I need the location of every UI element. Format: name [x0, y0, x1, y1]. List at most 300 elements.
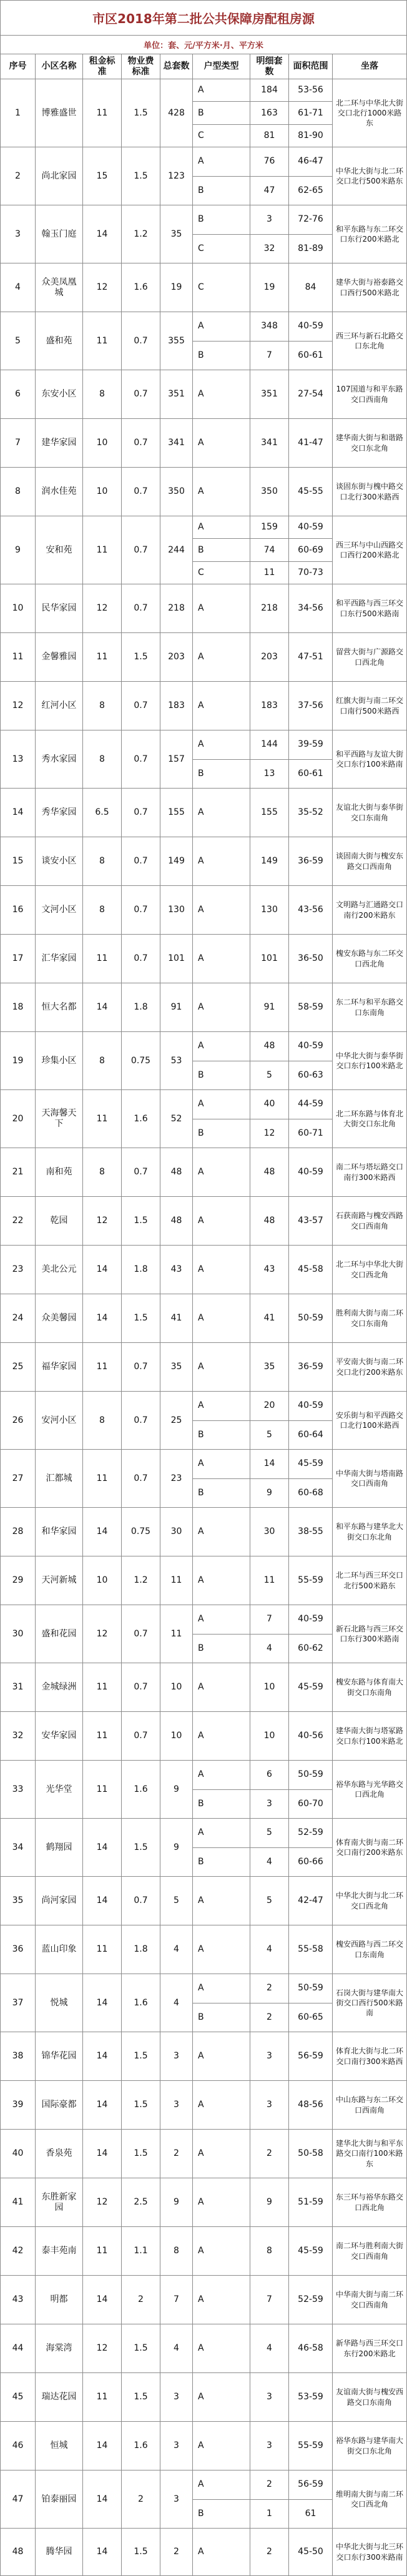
cell-total-units: 157: [160, 730, 193, 789]
cell-unit-count: 81: [250, 125, 289, 147]
cell-area-range: 35-52: [289, 789, 333, 837]
cell-property-fee: 1.5: [122, 1294, 160, 1343]
unit-type-group: [193, 2276, 333, 2324]
cell-serial: 2: [1, 147, 36, 205]
cell-unit-type: B: [193, 539, 250, 561]
table-row: [1, 312, 407, 370]
cell-total-units: 3: [160, 2032, 193, 2081]
cell-serial: 11: [1, 633, 36, 682]
unit-type-row: [193, 1294, 333, 1343]
table-row: [1, 2470, 407, 2529]
cell-rent: 15: [83, 147, 122, 205]
cell-area-range: 38-55: [289, 1508, 333, 1556]
cell-unit-count: 30: [250, 1508, 289, 1556]
cell-rent: 8: [83, 886, 122, 935]
cell-unit-type: A: [193, 1032, 250, 1061]
cell-property-fee: 1.6: [122, 1974, 160, 2032]
cell-area-range: 27-54: [289, 370, 333, 419]
table-row: [1, 1819, 407, 1877]
cell-location: 建华大街与裕泰路交口西行500米路北: [333, 263, 407, 312]
cell-total-units: 155: [160, 789, 193, 837]
cell-unit-type: B: [193, 1848, 250, 1877]
cell-unit-count: 47: [250, 177, 289, 206]
cell-unit-type: A: [193, 2032, 250, 2081]
cell-rent: 11: [83, 1925, 122, 1974]
cell-total-units: 11: [160, 1605, 193, 1663]
unit-type-row: [193, 983, 333, 1032]
unit-type-group: [193, 2324, 333, 2373]
cell-unit-count: 348: [250, 312, 289, 342]
header-unit-count: 明细套数: [250, 54, 289, 79]
cell-community-name: 安和苑: [36, 516, 83, 584]
cell-location: 和平西路与友谊大街交口东行100米路南: [333, 730, 407, 789]
cell-unit-type: A: [193, 2178, 250, 2227]
cell-unit-count: 3: [250, 1790, 289, 1819]
cell-rent: 12: [83, 2324, 122, 2373]
cell-location: 北二环与西三环交口北行500米路东: [333, 1556, 407, 1605]
table-row: [1, 1663, 407, 1712]
cell-community-name: 文河小区: [36, 886, 83, 935]
cell-unit-type: A: [193, 1974, 250, 2003]
cell-rent: 11: [83, 516, 122, 584]
table-row: [1, 1294, 407, 1343]
cell-area-range: 60-69: [289, 539, 333, 561]
cell-unit-type: A: [193, 682, 250, 730]
cell-area-range: 60-66: [289, 1848, 333, 1877]
cell-location: 南二环与塔坛路交口南行300米路西: [333, 1148, 407, 1197]
cell-total-units: 11: [160, 1556, 193, 1605]
table-row: [1, 1148, 407, 1197]
unit-type-row: [193, 312, 333, 342]
cell-community-name: 瑞达花园: [36, 2373, 83, 2422]
cell-serial: 4: [1, 263, 36, 312]
cell-property-fee: 1.5: [122, 2324, 160, 2373]
cell-location: 中华南大街与塔南路交口西南角: [333, 1450, 407, 1508]
cell-total-units: 10: [160, 1663, 193, 1712]
cell-total-units: 35: [160, 205, 193, 263]
table-row: [1, 2081, 407, 2130]
page-title: 市区2018年第二批公共保障房配租房源: [1, 1, 407, 36]
table-row: [1, 1508, 407, 1556]
cell-rent: 8: [83, 730, 122, 789]
cell-area-range: 43-56: [289, 886, 333, 935]
cell-property-fee: 1.5: [122, 2529, 160, 2576]
cell-serial: 8: [1, 468, 36, 516]
unit-type-row: [193, 147, 333, 177]
table-row: [1, 633, 407, 682]
table-row: [1, 79, 407, 147]
cell-rent: 11: [83, 79, 122, 147]
cell-total-units: 101: [160, 935, 193, 983]
unit-type-group: [193, 468, 333, 516]
cell-location: 东三环与裕华东路交口西北角: [333, 2178, 407, 2227]
cell-community-name: 金馨雅园: [36, 633, 83, 682]
cell-rent: 12: [83, 1605, 122, 1663]
unit-type-row: [193, 1090, 333, 1119]
cell-area-range: 46-47: [289, 147, 333, 177]
cell-rent: 11: [83, 2227, 122, 2276]
cell-unit-count: 12: [250, 1119, 289, 1149]
cell-rent: 8: [83, 682, 122, 730]
cell-unit-count: 341: [250, 419, 289, 468]
unit-type-row: [193, 1761, 333, 1790]
header-serial: 序号: [1, 54, 36, 79]
unit-type-row: [193, 2324, 333, 2373]
cell-property-fee: 1.6: [122, 1761, 160, 1819]
table-row: [1, 837, 407, 886]
unit-type-row: [193, 584, 333, 633]
cell-community-name: 天海馨天下: [36, 1090, 83, 1148]
cell-unit-type: B: [193, 1790, 250, 1819]
cell-rent: 14: [83, 2032, 122, 2081]
cell-unit-type: A: [193, 1925, 250, 1974]
unit-type-group: [193, 2470, 333, 2529]
table-row: [1, 1712, 407, 1761]
unit-type-group: [193, 2422, 333, 2470]
cell-unit-count: 5: [250, 1819, 289, 1848]
header-area-range: 面积范围: [289, 54, 333, 79]
cell-rent: 11: [83, 1712, 122, 1761]
table-row: [1, 1246, 407, 1294]
cell-total-units: 9: [160, 1819, 193, 1877]
cell-location: 石岗大街与建华南大街交口西行500米路南: [333, 1974, 407, 2032]
table-row: [1, 1197, 407, 1246]
cell-unit-count: 203: [250, 633, 289, 682]
cell-serial: 44: [1, 2324, 36, 2373]
unit-type-group: [193, 983, 333, 1032]
table-row: [1, 1032, 407, 1090]
cell-community-name: 鹤翔园: [36, 1819, 83, 1877]
unit-type-row: [193, 1877, 333, 1925]
unit-type-group: [193, 370, 333, 419]
unit-type-row: [193, 1508, 333, 1556]
cell-area-range: 55-59: [289, 1556, 333, 1605]
table-row: [1, 1090, 407, 1148]
cell-rent: 11: [83, 1761, 122, 1819]
cell-unit-count: 11: [250, 1556, 289, 1605]
unit-type-row: [193, 789, 333, 837]
cell-location: 中山东路与东二环交口西南角: [333, 2081, 407, 2130]
unit-type-group: [193, 147, 333, 205]
unit-type-row: [193, 562, 333, 584]
cell-unit-type: B: [193, 1479, 250, 1508]
cell-unit-type: C: [193, 263, 250, 312]
cell-unit-count: 2: [250, 2470, 289, 2500]
cell-location: 中华北大街与北二环交口西北角: [333, 1877, 407, 1925]
unit-type-row: [193, 1197, 333, 1246]
cell-community-name: 盛和花园: [36, 1605, 83, 1663]
cell-property-fee: 1.5: [122, 79, 160, 147]
unit-type-group: [193, 312, 333, 370]
unit-type-row: [193, 2529, 333, 2576]
cell-area-range: 46-58: [289, 2324, 333, 2373]
cell-unit-type: C: [193, 562, 250, 584]
unit-type-group: [193, 837, 333, 886]
cell-property-fee: 1.6: [122, 1090, 160, 1148]
cell-unit-type: A: [193, 1392, 250, 1421]
cell-location: 裕华东路与光华路交口西北角: [333, 1761, 407, 1819]
unit-type-row: [193, 1819, 333, 1848]
cell-unit-count: 149: [250, 837, 289, 886]
cell-community-name: 尚河家园: [36, 1877, 83, 1925]
table-row: [1, 2130, 407, 2178]
cell-property-fee: 0.7: [122, 1712, 160, 1761]
cell-unit-type: A: [193, 1556, 250, 1605]
cell-unit-count: 8: [250, 2227, 289, 2276]
header-property-fee: 物业费标准: [122, 54, 160, 79]
cell-property-fee: 2.5: [122, 2178, 160, 2227]
unit-type-row: [193, 1450, 333, 1479]
cell-unit-type: A: [193, 2276, 250, 2324]
unit-type-group: [193, 1974, 333, 2032]
cell-property-fee: 0.7: [122, 935, 160, 983]
cell-total-units: 3: [160, 2081, 193, 2130]
cell-total-units: 9: [160, 2178, 193, 2227]
unit-type-row: [193, 1032, 333, 1061]
table-body: [1, 79, 407, 2576]
cell-area-range: 55-58: [289, 1925, 333, 1974]
cell-community-name: 汇华家园: [36, 935, 83, 983]
cell-area-range: 44-59: [289, 1090, 333, 1119]
unit-type-row: [193, 205, 333, 235]
cell-rent: 11: [83, 1663, 122, 1712]
cell-community-name: 红河小区: [36, 682, 83, 730]
cell-community-name: 东安小区: [36, 370, 83, 419]
cell-area-range: 60-64: [289, 1421, 333, 1450]
cell-property-fee: 1.8: [122, 1246, 160, 1294]
cell-unit-count: 40: [250, 1090, 289, 1119]
cell-area-range: 40-59: [289, 1148, 333, 1197]
cell-area-range: 60-61: [289, 342, 333, 371]
cell-unit-count: 11: [250, 562, 289, 584]
cell-area-range: 55-59: [289, 2422, 333, 2470]
cell-serial: 12: [1, 682, 36, 730]
cell-unit-type: A: [193, 370, 250, 419]
cell-unit-type: A: [193, 1246, 250, 1294]
cell-unit-type: B: [193, 342, 250, 371]
cell-area-range: 40-59: [289, 1032, 333, 1061]
cell-serial: 38: [1, 2032, 36, 2081]
cell-property-fee: 1.5: [122, 2373, 160, 2422]
cell-area-range: 50-59: [289, 1294, 333, 1343]
unit-type-row: [193, 342, 333, 371]
cell-property-fee: 1.6: [122, 263, 160, 312]
cell-serial: 34: [1, 1819, 36, 1877]
cell-property-fee: 0.7: [122, 370, 160, 419]
cell-unit-type: A: [193, 1197, 250, 1246]
table-row: [1, 682, 407, 730]
cell-property-fee: 0.7: [122, 312, 160, 370]
cell-location: 中华北大街与北二环交口北行500米路东: [333, 147, 407, 205]
cell-rent: 12: [83, 584, 122, 633]
unit-type-group: [193, 1663, 333, 1712]
cell-location: 槐安东路与东二环交口西北角: [333, 935, 407, 983]
cell-unit-count: 9: [250, 1479, 289, 1508]
cell-property-fee: 0.7: [122, 682, 160, 730]
table-row: [1, 2178, 407, 2227]
unit-type-group: [193, 263, 333, 312]
cell-community-name: 尚北家园: [36, 147, 83, 205]
cell-rent: 14: [83, 983, 122, 1032]
cell-total-units: 7: [160, 2276, 193, 2324]
cell-serial: 5: [1, 312, 36, 370]
cell-total-units: 203: [160, 633, 193, 682]
cell-unit-count: 48: [250, 1148, 289, 1197]
cell-area-range: 36-50: [289, 935, 333, 983]
cell-total-units: 48: [160, 1148, 193, 1197]
unit-type-group: [193, 419, 333, 468]
unit-type-row: [193, 682, 333, 730]
unit-type-group: [193, 1819, 333, 1877]
cell-rent: 12: [83, 2178, 122, 2227]
cell-community-name: 香泉苑: [36, 2130, 83, 2178]
cell-property-fee: 0.7: [122, 1343, 160, 1392]
table-row: [1, 516, 407, 584]
cell-area-range: 39-59: [289, 730, 333, 760]
cell-serial: 13: [1, 730, 36, 789]
cell-unit-count: 1: [250, 2500, 289, 2529]
cell-area-range: 42-47: [289, 1877, 333, 1925]
unit-type-row: [193, 2373, 333, 2422]
table-row: [1, 2324, 407, 2373]
cell-unit-type: B: [193, 102, 250, 124]
cell-serial: 45: [1, 2373, 36, 2422]
cell-serial: 26: [1, 1392, 36, 1450]
unit-type-row: [193, 1421, 333, 1450]
cell-rent: 8: [83, 370, 122, 419]
unit-type-group: [193, 1877, 333, 1925]
unit-type-row: [193, 125, 333, 147]
cell-unit-count: 2: [250, 2130, 289, 2178]
cell-unit-count: 2: [250, 2529, 289, 2576]
cell-unit-count: 350: [250, 468, 289, 516]
unit-type-group: [193, 1148, 333, 1197]
cell-unit-type: A: [193, 2470, 250, 2500]
cell-rent: 12: [83, 1197, 122, 1246]
cell-property-fee: 0.75: [122, 1032, 160, 1090]
cell-community-name: 天河新城: [36, 1556, 83, 1605]
cell-unit-type: A: [193, 1294, 250, 1343]
cell-area-range: 34-56: [289, 584, 333, 633]
cell-total-units: 183: [160, 682, 193, 730]
table-row: [1, 419, 407, 468]
table-row: [1, 935, 407, 983]
cell-serial: 35: [1, 1877, 36, 1925]
cell-total-units: 4: [160, 1974, 193, 2032]
cell-area-range: 62-65: [289, 177, 333, 206]
cell-location: 西三环与中山西路交口西行200米路北: [333, 516, 407, 584]
cell-serial: 10: [1, 584, 36, 633]
cell-total-units: 351: [160, 370, 193, 419]
cell-community-name: 秀水家园: [36, 730, 83, 789]
cell-rent: 8: [83, 837, 122, 886]
cell-property-fee: 1.5: [122, 1197, 160, 1246]
unit-type-row: [193, 2422, 333, 2470]
cell-property-fee: 1.8: [122, 983, 160, 1032]
cell-community-name: 安华家园: [36, 1712, 83, 1761]
cell-area-range: 45-55: [289, 468, 333, 516]
unit-type-row: [193, 1974, 333, 2003]
cell-unit-type: A: [193, 1450, 250, 1479]
cell-unit-count: 4: [250, 2324, 289, 2373]
cell-area-range: 45-59: [289, 1450, 333, 1479]
cell-unit-type: A: [193, 935, 250, 983]
cell-area-range: 50-58: [289, 2130, 333, 2178]
cell-area-range: 51-59: [289, 2178, 333, 2227]
table-row: [1, 2373, 407, 2422]
unit-type-group: [193, 633, 333, 682]
cell-area-range: 84: [289, 263, 333, 312]
cell-unit-count: 5: [250, 1061, 289, 1091]
unit-type-row: [193, 633, 333, 682]
unit-type-row: [193, 102, 333, 124]
cell-area-range: 58-59: [289, 983, 333, 1032]
cell-location: 新石北路与西三环交口东行300米路南: [333, 1605, 407, 1663]
header-rent: 租金标准: [83, 54, 122, 79]
cell-rent: 6.5: [83, 789, 122, 837]
table-row: [1, 370, 407, 419]
cell-total-units: 355: [160, 312, 193, 370]
cell-serial: 48: [1, 2529, 36, 2576]
header-community-name: 小区名称: [36, 54, 83, 79]
unit-type-row: [193, 1343, 333, 1392]
cell-area-range: 56-59: [289, 2032, 333, 2081]
cell-serial: 9: [1, 516, 36, 584]
cell-unit-type: A: [193, 1819, 250, 1848]
cell-serial: 30: [1, 1605, 36, 1663]
cell-area-range: 72-76: [289, 205, 333, 235]
cell-location: 红旗大街与南二环交口南行500米路西: [333, 682, 407, 730]
cell-location: 文明路与汇通路交口南行200米路东: [333, 886, 407, 935]
cell-area-range: 40-56: [289, 1712, 333, 1761]
cell-area-range: 61-71: [289, 102, 333, 124]
cell-area-range: 52-59: [289, 2276, 333, 2324]
cell-rent: 12: [83, 263, 122, 312]
cell-area-range: 40-59: [289, 1392, 333, 1421]
cell-property-fee: 1.5: [122, 1819, 160, 1877]
cell-rent: 14: [83, 1294, 122, 1343]
cell-location: 留营大街与广源路交口西北角: [333, 633, 407, 682]
cell-total-units: 5: [160, 1877, 193, 1925]
cell-serial: 22: [1, 1197, 36, 1246]
cell-area-range: 50-59: [289, 1974, 333, 2003]
cell-serial: 6: [1, 370, 36, 419]
cell-location: 维明南大街与南二环交口西北角: [333, 2470, 407, 2529]
cell-unit-count: 130: [250, 886, 289, 935]
cell-unit-count: 159: [250, 516, 289, 539]
unit-type-row: [193, 79, 333, 102]
cell-property-fee: 0.7: [122, 1605, 160, 1663]
cell-unit-count: 14: [250, 1450, 289, 1479]
cell-unit-count: 4: [250, 1925, 289, 1974]
cell-community-name: 众美馨园: [36, 1294, 83, 1343]
cell-total-units: 244: [160, 516, 193, 584]
cell-rent: 14: [83, 1819, 122, 1877]
cell-total-units: 350: [160, 468, 193, 516]
cell-location: 和平西路与西三环交口东行500米路南: [333, 584, 407, 633]
cell-serial: 3: [1, 205, 36, 263]
unit-type-row: [193, 2081, 333, 2130]
cell-serial: 39: [1, 2081, 36, 2130]
cell-unit-count: 48: [250, 1197, 289, 1246]
cell-rent: 14: [83, 2422, 122, 2470]
cell-unit-count: 10: [250, 1663, 289, 1712]
cell-community-name: 明都: [36, 2276, 83, 2324]
table-row: [1, 1450, 407, 1508]
cell-unit-type: A: [193, 2422, 250, 2470]
cell-unit-count: 351: [250, 370, 289, 419]
cell-property-fee: 0.7: [122, 1877, 160, 1925]
